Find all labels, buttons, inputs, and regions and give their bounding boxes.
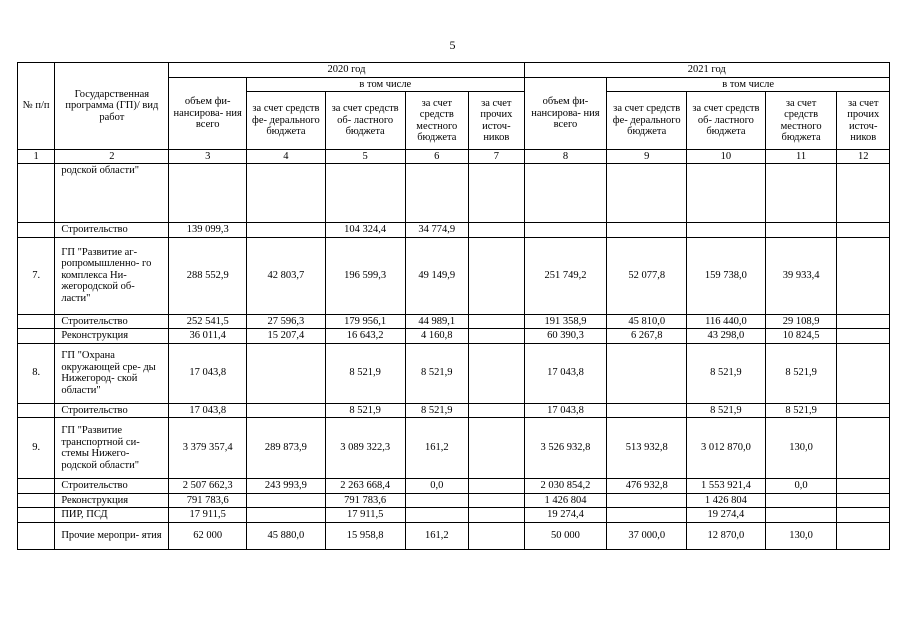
value-cell: 45 880,0 [247, 522, 326, 549]
value-cell: 39 933,4 [765, 237, 837, 314]
value-cell [169, 164, 247, 223]
value-cell: 12 870,0 [687, 522, 766, 549]
value-cell [607, 403, 687, 418]
value-cell [765, 164, 837, 223]
header-other-2020: за счет прочих источ- ников [469, 92, 525, 150]
value-cell: 19 274,4 [687, 508, 766, 523]
value-cell [247, 403, 326, 418]
row-number [18, 164, 55, 223]
value-cell: 17 911,5 [169, 508, 247, 523]
program-row [18, 343, 890, 403]
header-program: Государственная программа (ГП)/ вид работ [55, 63, 169, 150]
value-cell: 17 043,8 [524, 403, 607, 418]
value-cell [469, 223, 525, 238]
value-cell [837, 237, 890, 314]
header-regional-2020: за счет средств об- ластного бюджета [325, 92, 405, 150]
value-cell [469, 403, 525, 418]
value-cell [469, 508, 525, 523]
value-cell: 62 000 [169, 522, 247, 549]
column-number: 4 [247, 150, 326, 164]
value-cell [469, 418, 525, 479]
value-cell: 289 873,9 [247, 418, 326, 479]
header-federal-2021: за счет средств фе- дерального бюджета [607, 92, 687, 150]
value-cell [524, 223, 607, 238]
value-cell: 3 379 357,4 [169, 418, 247, 479]
value-cell: 1 426 804 [687, 493, 766, 508]
value-cell: 34 774,9 [405, 223, 469, 238]
value-cell [247, 164, 326, 223]
value-cell: 45 810,0 [607, 314, 687, 329]
value-cell: 139 099,3 [169, 223, 247, 238]
value-cell: 8 521,9 [687, 343, 766, 403]
row-number [18, 479, 55, 494]
value-cell: 130,0 [765, 418, 837, 479]
column-number: 3 [169, 150, 247, 164]
value-cell: 8 521,9 [405, 343, 469, 403]
value-cell: 15 207,4 [247, 329, 326, 344]
row-name: Строительство [55, 479, 169, 494]
row-name: родской области" [55, 164, 169, 223]
work-type-row [18, 223, 890, 238]
value-cell [405, 493, 469, 508]
value-cell: 17 043,8 [524, 343, 607, 403]
value-cell: 252 541,5 [169, 314, 247, 329]
column-number: 11 [765, 150, 837, 164]
header-including-2020: в том числе [247, 77, 525, 92]
row-number: 7. [18, 237, 55, 314]
value-cell: 2 507 662,3 [169, 479, 247, 494]
value-cell: 36 011,4 [169, 329, 247, 344]
column-number-row [18, 150, 890, 164]
value-cell [607, 343, 687, 403]
header-local-2021: за счет средств местного бюджета [765, 92, 837, 150]
work-type-row [18, 329, 890, 344]
value-cell: 251 749,2 [524, 237, 607, 314]
value-cell [469, 164, 525, 223]
value-cell: 116 440,0 [687, 314, 766, 329]
value-cell [607, 164, 687, 223]
value-cell: 19 274,4 [524, 508, 607, 523]
work-type-row [18, 403, 890, 418]
value-cell [247, 223, 326, 238]
value-cell [247, 493, 326, 508]
column-number: 2 [55, 150, 169, 164]
row-number [18, 493, 55, 508]
value-cell [765, 493, 837, 508]
row-name: Строительство [55, 223, 169, 238]
value-cell [687, 223, 766, 238]
value-cell: 0,0 [765, 479, 837, 494]
value-cell: 476 932,8 [607, 479, 687, 494]
value-cell: 2 030 854,2 [524, 479, 607, 494]
value-cell: 50 000 [524, 522, 607, 549]
value-cell: 6 267,8 [607, 329, 687, 344]
header-federal-2020: за счет средств фе- дерального бюджета [247, 92, 326, 150]
value-cell: 8 521,9 [765, 343, 837, 403]
value-cell [837, 314, 890, 329]
row-number [18, 223, 55, 238]
row-name: Строительство [55, 314, 169, 329]
table-body [18, 164, 890, 550]
value-cell [687, 164, 766, 223]
value-cell [469, 522, 525, 549]
value-cell: 27 596,3 [247, 314, 326, 329]
row-name: ГП "Развитие аг-ропромышленно- го комплекса Ни- жегородской об- ласти" [55, 237, 169, 314]
value-cell: 44 989,1 [405, 314, 469, 329]
value-cell [524, 164, 607, 223]
value-cell [469, 329, 525, 344]
header-regional-2021: за счет средств об- ластного бюджета [687, 92, 766, 150]
value-cell: 196 599,3 [325, 237, 405, 314]
column-number: 8 [524, 150, 607, 164]
work-type-row [18, 522, 890, 549]
value-cell [469, 314, 525, 329]
value-cell: 104 324,4 [325, 223, 405, 238]
value-cell: 17 043,8 [169, 403, 247, 418]
value-cell [837, 164, 890, 223]
program-row [18, 418, 890, 479]
row-number [18, 522, 55, 549]
value-cell [607, 493, 687, 508]
value-cell [837, 343, 890, 403]
row-name: ПИР, ПСД [55, 508, 169, 523]
value-cell: 3 012 870,0 [687, 418, 766, 479]
value-cell: 791 783,6 [325, 493, 405, 508]
value-cell: 8 521,9 [325, 403, 405, 418]
row-number: 8. [18, 343, 55, 403]
value-cell [405, 164, 469, 223]
row-number: 9. [18, 418, 55, 479]
value-cell: 16 643,2 [325, 329, 405, 344]
value-cell [469, 343, 525, 403]
value-cell: 161,2 [405, 522, 469, 549]
value-cell [837, 508, 890, 523]
value-cell: 791 783,6 [169, 493, 247, 508]
header-other-2021: за счет прочих источ- ников [837, 92, 890, 150]
value-cell [325, 164, 405, 223]
row-number [18, 329, 55, 344]
value-cell [837, 522, 890, 549]
header-local-2020: за счет средств местного бюджета [405, 92, 469, 150]
value-cell: 29 108,9 [765, 314, 837, 329]
value-cell: 288 552,9 [169, 237, 247, 314]
program-row [18, 164, 890, 223]
value-cell: 52 077,8 [607, 237, 687, 314]
value-cell [837, 223, 890, 238]
value-cell [837, 493, 890, 508]
work-type-row [18, 314, 890, 329]
value-cell: 3 526 932,8 [524, 418, 607, 479]
column-number: 6 [405, 150, 469, 164]
value-cell: 8 521,9 [325, 343, 405, 403]
value-cell: 1 426 804 [524, 493, 607, 508]
value-cell [247, 343, 326, 403]
row-name: Реконструкция [55, 493, 169, 508]
column-number: 12 [837, 150, 890, 164]
value-cell [837, 329, 890, 344]
page-number: 5 [449, 38, 456, 52]
value-cell [469, 479, 525, 494]
value-cell: 17 043,8 [169, 343, 247, 403]
value-cell [405, 508, 469, 523]
row-name: ГП "Развитие транспортной си- стемы Нижего- родской области" [55, 418, 169, 479]
row-number [18, 314, 55, 329]
value-cell: 159 738,0 [687, 237, 766, 314]
value-cell [469, 493, 525, 508]
row-name: Прочие меропри- ятия [55, 522, 169, 549]
value-cell: 8 521,9 [765, 403, 837, 418]
row-name: Строительство [55, 403, 169, 418]
value-cell: 49 149,9 [405, 237, 469, 314]
value-cell: 191 358,9 [524, 314, 607, 329]
work-type-row [18, 479, 890, 494]
value-cell: 60 390,3 [524, 329, 607, 344]
value-cell: 8 521,9 [405, 403, 469, 418]
header-total-2021: объем фи- нансирова- ния всего [524, 77, 607, 150]
value-cell [607, 508, 687, 523]
column-number: 5 [325, 150, 405, 164]
value-cell: 0,0 [405, 479, 469, 494]
row-number [18, 508, 55, 523]
value-cell: 37 000,0 [607, 522, 687, 549]
value-cell [837, 418, 890, 479]
program-row [18, 237, 890, 314]
value-cell: 43 298,0 [687, 329, 766, 344]
financing-table [17, 62, 890, 550]
column-number: 7 [469, 150, 525, 164]
work-type-row [18, 508, 890, 523]
value-cell: 17 911,5 [325, 508, 405, 523]
header-total-2020: объем фи- нансирова- ния всего [169, 77, 247, 150]
header-including-2021: в том числе [607, 77, 890, 92]
value-cell [765, 508, 837, 523]
value-cell: 3 089 322,3 [325, 418, 405, 479]
value-cell: 4 160,8 [405, 329, 469, 344]
header-year-2020: 2020 год [169, 63, 524, 78]
row-name: ГП "Охрана окружающей сре- ды Нижегород- ской области" [55, 343, 169, 403]
value-cell [247, 508, 326, 523]
value-cell: 130,0 [765, 522, 837, 549]
value-cell [837, 479, 890, 494]
value-cell: 8 521,9 [687, 403, 766, 418]
value-cell: 15 958,8 [325, 522, 405, 549]
value-cell [607, 223, 687, 238]
value-cell [765, 223, 837, 238]
header-num: № п/п [18, 63, 55, 150]
value-cell: 42 803,7 [247, 237, 326, 314]
value-cell [469, 237, 525, 314]
value-cell: 179 956,1 [325, 314, 405, 329]
column-number: 1 [18, 150, 55, 164]
value-cell: 513 932,8 [607, 418, 687, 479]
row-number [18, 403, 55, 418]
value-cell: 1 553 921,4 [687, 479, 766, 494]
value-cell: 2 263 668,4 [325, 479, 405, 494]
value-cell [837, 403, 890, 418]
header-year-2021: 2021 год [524, 63, 889, 78]
work-type-row [18, 493, 890, 508]
value-cell: 161,2 [405, 418, 469, 479]
value-cell: 10 824,5 [765, 329, 837, 344]
column-number: 9 [607, 150, 687, 164]
value-cell: 243 993,9 [247, 479, 326, 494]
row-name: Реконструкция [55, 329, 169, 344]
column-number: 10 [687, 150, 766, 164]
